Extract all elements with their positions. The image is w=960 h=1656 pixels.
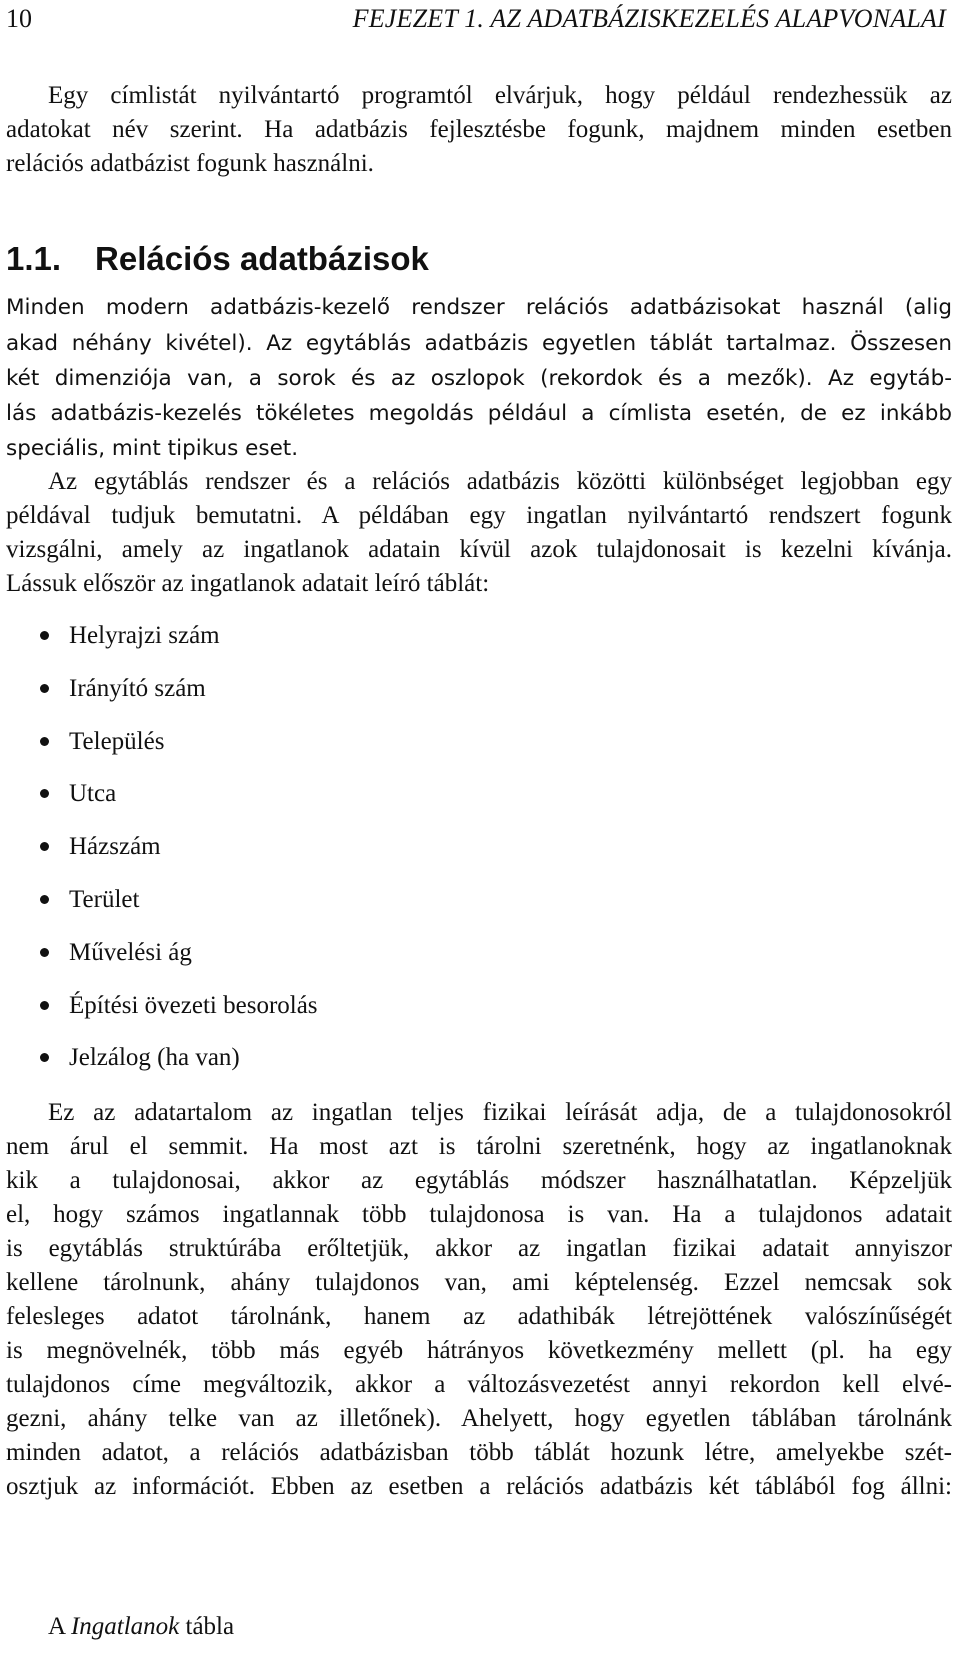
paragraph-line: speciális, mint tipikus eset. [6,436,299,461]
paragraph-line: is egytáblás struktúrába erőltetjük, akkor az ingatlan fizikai adatait annyiszor [6,1235,952,1262]
caption-prefix: A [48,1613,65,1640]
bullet-icon [40,737,49,746]
section-heading [6,240,429,278]
paragraph-line: el, hogy számos ingatlannak több tulajdonosa is van. Ha a tulajdonos adatait [6,1201,952,1228]
bullet-icon [40,842,49,851]
bullet-icon [40,1053,49,1062]
list-item: Terület [40,883,139,917]
bullet-icon [40,684,49,693]
page-number: 10 [6,4,32,33]
caption-table-name: Ingatlanok [70,1613,180,1640]
caption-suffix: tábla [185,1613,235,1640]
intro-line: Egy címlistát nyilvántartó programtól elvárjuk, hogy például rendezhessük az [48,82,952,109]
paragraph-line: felesleges adatot tárolnánk, hanem az adathibák létrejöttének valószínűségét [6,1303,952,1330]
paragraph-line: osztjuk az információt. Ebben az esetben a relációs adatbázis két táblából fog állni: [6,1473,952,1500]
paragraph-line: Minden modern adatbázis-kezelő rendszer relációs adatbázisokat használ (alig [6,295,952,320]
intro-line: relációs adatbázist fogunk használni. [6,150,374,177]
paragraph-line: minden adatot, a relációs adatbázisban több táblát hozunk létre, amelyekbe szét- [6,1439,952,1466]
paragraph-line: kellene tárolnunk, ahány tulajdonos van, ami képtelenség. Ezzel nemcsak sok [6,1269,952,1296]
section-number: 1.1. [6,240,62,277]
running-header [6,4,946,38]
paragraph-line: is megnövelnék, több más egyéb hátrányos következmény mellett (pl. ha egy [6,1337,952,1364]
bullet-icon [40,895,49,904]
paragraph-line: Az egytáblás rendszer és a relációs adatbázis közötti különbséget legjobban egy [48,468,952,495]
paragraph-line: példával tudjuk bemutatni. A példában egy ingatlan nyilvántartó rendszert fogunk [6,502,952,529]
paragraph-line: gezni, ahány telke van az illetőnek). Ahelyett, hogy egyetlen táblában tárolnánk [6,1405,952,1432]
list-item: Építési övezeti besorolás [40,989,318,1023]
paragraph-line: akad néhány kivétel). Az egytáblás adatbázis egyetlen táblát tartalmaz. Összesen [6,331,952,356]
paragraph-line: nem árul el semmit. Ha most azt is tárolni szeretnénk, hogy az ingatlanoknak [6,1133,952,1160]
list-item: Település [40,725,164,759]
paragraph-line: vizsgálni, amely az ingatlanok adatain kívül azok tulajdonosait is kezelni kívánja. [6,536,952,563]
list-item: Utca [40,777,116,811]
list-item: Irányító szám [40,672,206,706]
table-caption [48,1610,234,1644]
intro-line: adatokat név szerint. Ha adatbázis fejlesztésbe fogunk, majdnem minden esetben [6,116,952,143]
paragraph-line: két dimenziója van, a sorok és az oszlopok (rekordok és a mezők). Az egytáb- [6,366,952,391]
list-item: Házszám [40,830,161,864]
bullet-icon [40,631,49,640]
bullet-icon [40,1001,49,1010]
paragraph-line: kik a tulajdonosai, akkor az egytáblás módszer használhatatlan. Képzeljük [6,1167,952,1194]
paragraph-line: Ez az adatartalom az ingatlan teljes fizikai leírását adja, de a tulajdonosokról [48,1099,952,1126]
list-item: Művelési ág [40,936,192,970]
paragraph-line: Lássuk először az ingatlanok adatait leíró táblát: [6,570,490,597]
paragraph-line: tulajdonos címe megváltozik, akkor a változásvezetést annyi rekordon kell elvé- [6,1371,952,1398]
section-title: Relációs adatbázisok [95,240,429,277]
bullet-icon [40,948,49,957]
paragraph-line: lás adatbázis-kezelés tökéletes megoldás például a címlista esetén, de ez inkább [6,401,952,426]
bullet-icon [40,789,49,798]
chapter-title: FEJEZET 1. AZ ADATBÁZISKEZELÉS ALAPVONALAI [352,4,946,33]
list-item: Helyrajzi szám [40,619,220,653]
list-item: Jelzálog (ha van) [40,1041,240,1075]
